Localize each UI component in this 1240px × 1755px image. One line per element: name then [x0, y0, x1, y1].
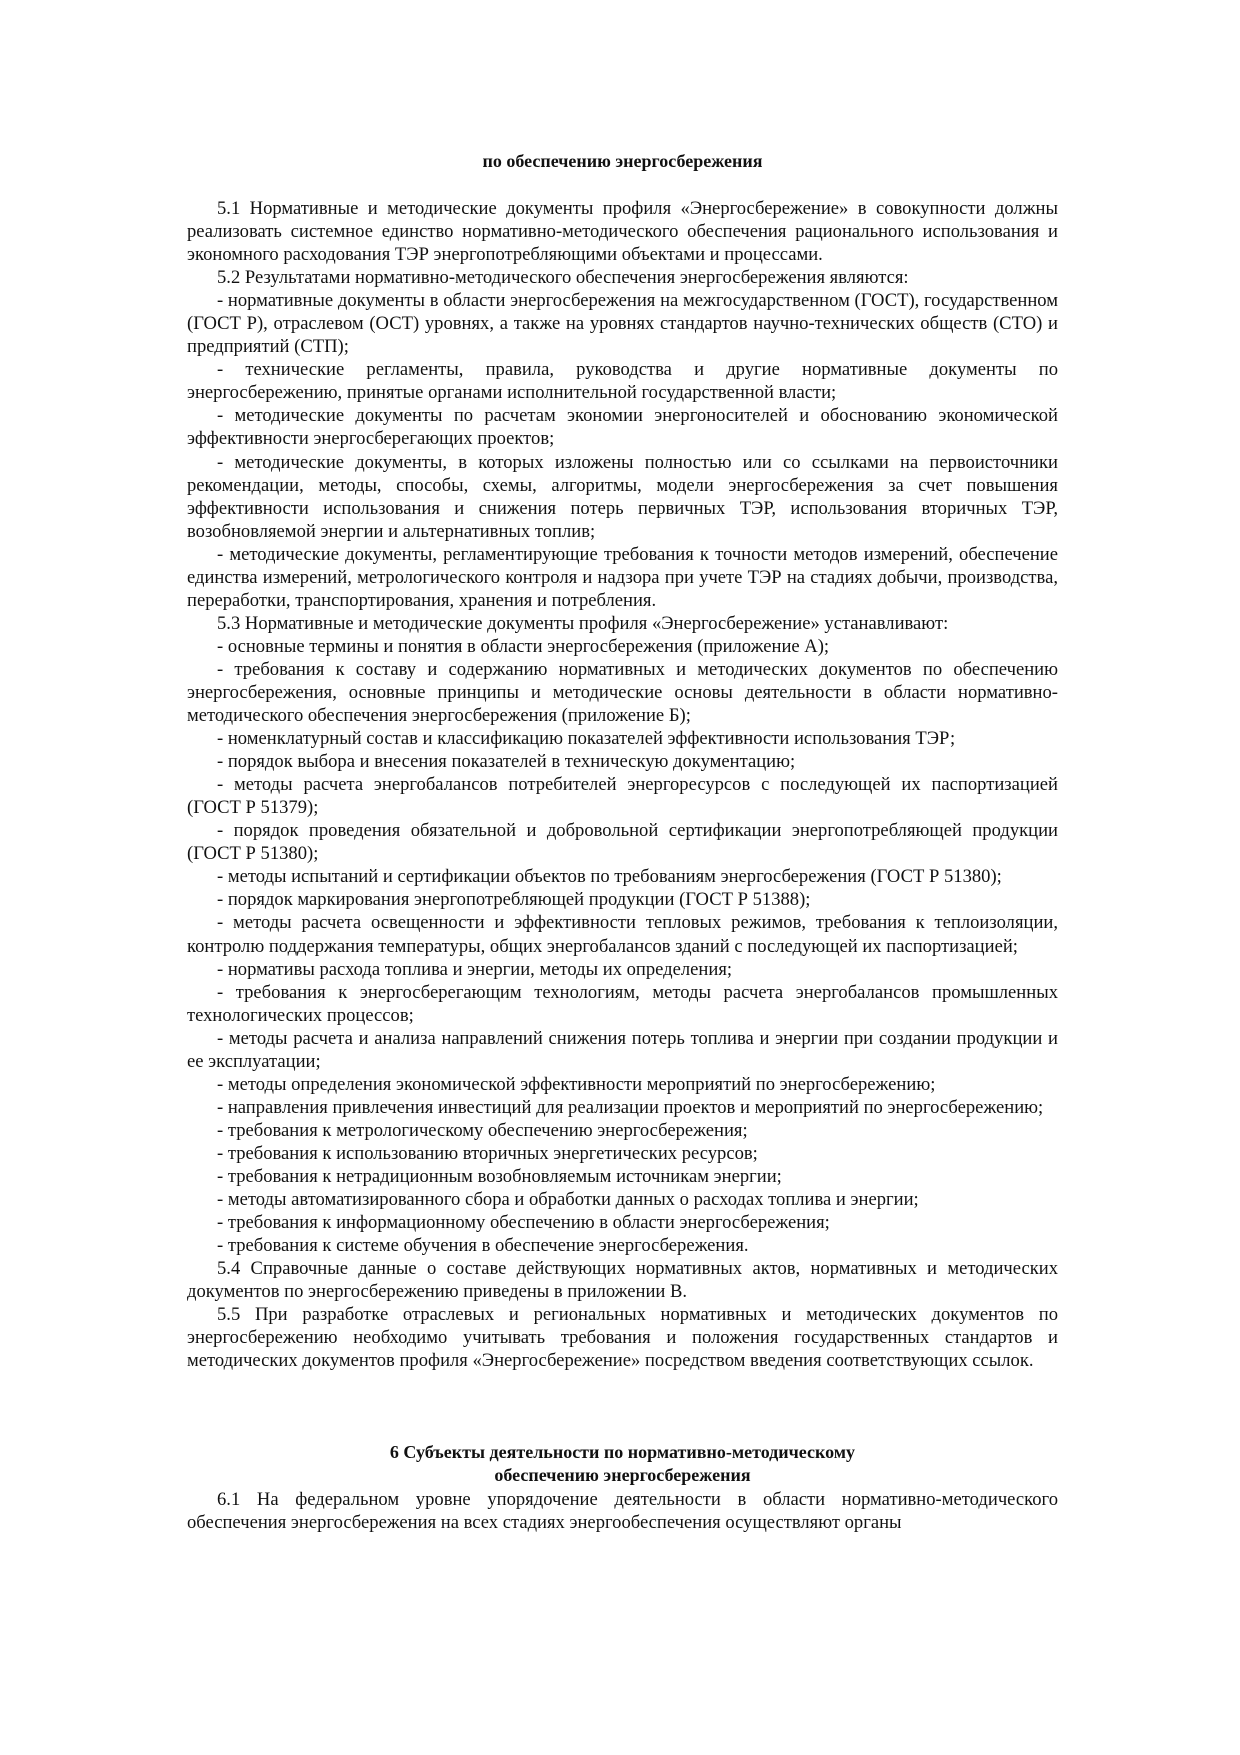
list-item: - требования к метрологическому обеспечению энергосбережения; — [217, 1119, 748, 1141]
paragraph-5-1: 5.1 Нормативные и методические документы профиля «Энергосбережение» в совокупности должны реализовать системное единство нормативно-методического обеспечения рационального использования и экономного расходования ТЭР энергопотребляющими объектами и процессами. — [187, 198, 1058, 266]
paragraph-5-2: 5.2 Результатами нормативно-методического обеспечения энергосбережения являются: — [217, 267, 909, 289]
section-6-body — [187, 1488, 1058, 1534]
heading-text: по обеспечению энергосбережения — [482, 151, 763, 171]
list-item: - нормативные документы в области энергосбережения на межгосударственном (ГОСТ), государственном (ГОСТ Р), отраслевом (ОСТ) уровнях, а также на уровнях стандартов научно-технических обществ (СТО) и предприятий (СТП); — [187, 290, 1058, 358]
list-item: - методические документы по расчетам экономии энергоносителей и обоснованию экономической эффективности энергосберегающих проектов; — [187, 405, 1058, 450]
list-item: - нормативы расхода топлива и энергии, методы их определения; — [217, 958, 733, 980]
list-item: - порядок проведения обязательной и добровольной сертификации энергопотребляющей продукции (ГОСТ Р 51380); — [187, 820, 1058, 865]
heading-line: обеспечению энергосбережения — [494, 1465, 751, 1485]
section-6-heading — [187, 1441, 1058, 1487]
list-item: - методические документы, в которых изложены полностью или со ссылками на первоисточники рекомендации, методы, способы, схемы, алгоритмы, модели энергосбережения за счет повышения эффективности использования и снижения потерь первичных ТЭР, использования вторичных ТЭР, возобновляемой энергии и альтернативных топлив; — [187, 451, 1058, 542]
list-item: - требования к информационному обеспечению в области энергосбережения; — [217, 1212, 830, 1234]
list-item: - требования к энергосберегающим технологиям, методы расчета энергобалансов промышленных технологических процессов; — [187, 981, 1058, 1026]
list-item: - основные термины и понятия в области энергосбережения (приложение А); — [217, 635, 830, 657]
list-item: - методы расчета и анализа направлений снижения потерь топлива и энергии при создании продукции и ее эксплуатации; — [187, 1027, 1058, 1072]
list-item: - порядок выбора и внесения показателей в техническую документацию; — [217, 751, 796, 773]
list-item: - требования к нетрадиционным возобновляемым источникам энергии; — [217, 1165, 782, 1187]
heading-line: 6 Субъекты деятельности по нормативно-методическому — [389, 1442, 856, 1462]
list-item: - порядок маркирования энергопотребляющей продукции (ГОСТ Р 51388); — [217, 889, 811, 911]
list-item: - технические регламенты, правила, руководства и другие нормативные документы по энергосбережению, принятые органами исполнительной государственной власти; — [187, 359, 1058, 404]
list-item: - направления привлечения инвестиций для реализации проектов и мероприятий по энергосбережению; — [217, 1096, 1044, 1118]
list-item: - номенклатурный состав и классификацию показателей эффективности использования ТЭР; — [217, 728, 956, 750]
list-item: - методы расчета освещенности и эффективности тепловых режимов, требования к теплоизоляции, контролю поддержания температуры, общих энергобалансов зданий с последующей их паспортизацией; — [187, 912, 1058, 957]
paragraph-5-4: 5.4 Справочные данные о составе действующих нормативных актов, нормативных и методических документов по энергосбережению приведены в приложении В. — [187, 1258, 1058, 1303]
list-item: - методы автоматизированного сбора и обработки данных о расходах топлива и энергии; — [217, 1189, 919, 1211]
section-heading-top — [187, 150, 1058, 173]
list-item: - требования к составу и содержанию нормативных и методических документов по обеспечению энергосбережения, основные принципы и методические основы деятельности в области нормативно-методического обеспечения энергосбережения (приложение Б); — [187, 658, 1058, 727]
list-item: - методические документы, регламентирующие требования к точности методов измерений, обеспечение единства измерений, метрологического контроля и надзора при учете ТЭР на стадиях добычи, производства, переработки, транспортирования, хранения и потребления. — [187, 543, 1058, 611]
section-5-body — [187, 197, 1058, 1372]
paragraph-5-5: 5.5 При разработке отраслевых и региональных нормативных и методических документов по энергосбережению необходимо учитывать требования и положения государственных стандартов и методических документов профиля «Энергосбережение» посредством введения соответствующих ссылок. — [187, 1304, 1058, 1372]
paragraph-5-3: 5.3 Нормативные и методические документы профиля «Энергосбережение» устанавливают: — [217, 612, 949, 634]
list-item: - методы расчета энергобалансов потребителей энергоресурсов с последующей их паспортизацией (ГОСТ Р 51379); — [187, 774, 1058, 819]
list-item: - методы испытаний и сертификации объектов по требованиям энергосбережения (ГОСТ Р 51380); — [217, 866, 1002, 888]
paragraph-6-1: 6.1 На федеральном уровне упорядочение деятельности в области нормативно-методического обеспечения энергосбережения на всех стадиях энергообеспечения осуществляют органы — [187, 1489, 1058, 1534]
list-item: - требования к использованию вторичных энергетических ресурсов; — [217, 1142, 758, 1164]
list-item: - методы определения экономической эффективности мероприятий по энергосбережению; — [217, 1073, 936, 1095]
list-item: - требования к системе обучения в обеспечение энергосбережения. — [217, 1235, 749, 1257]
